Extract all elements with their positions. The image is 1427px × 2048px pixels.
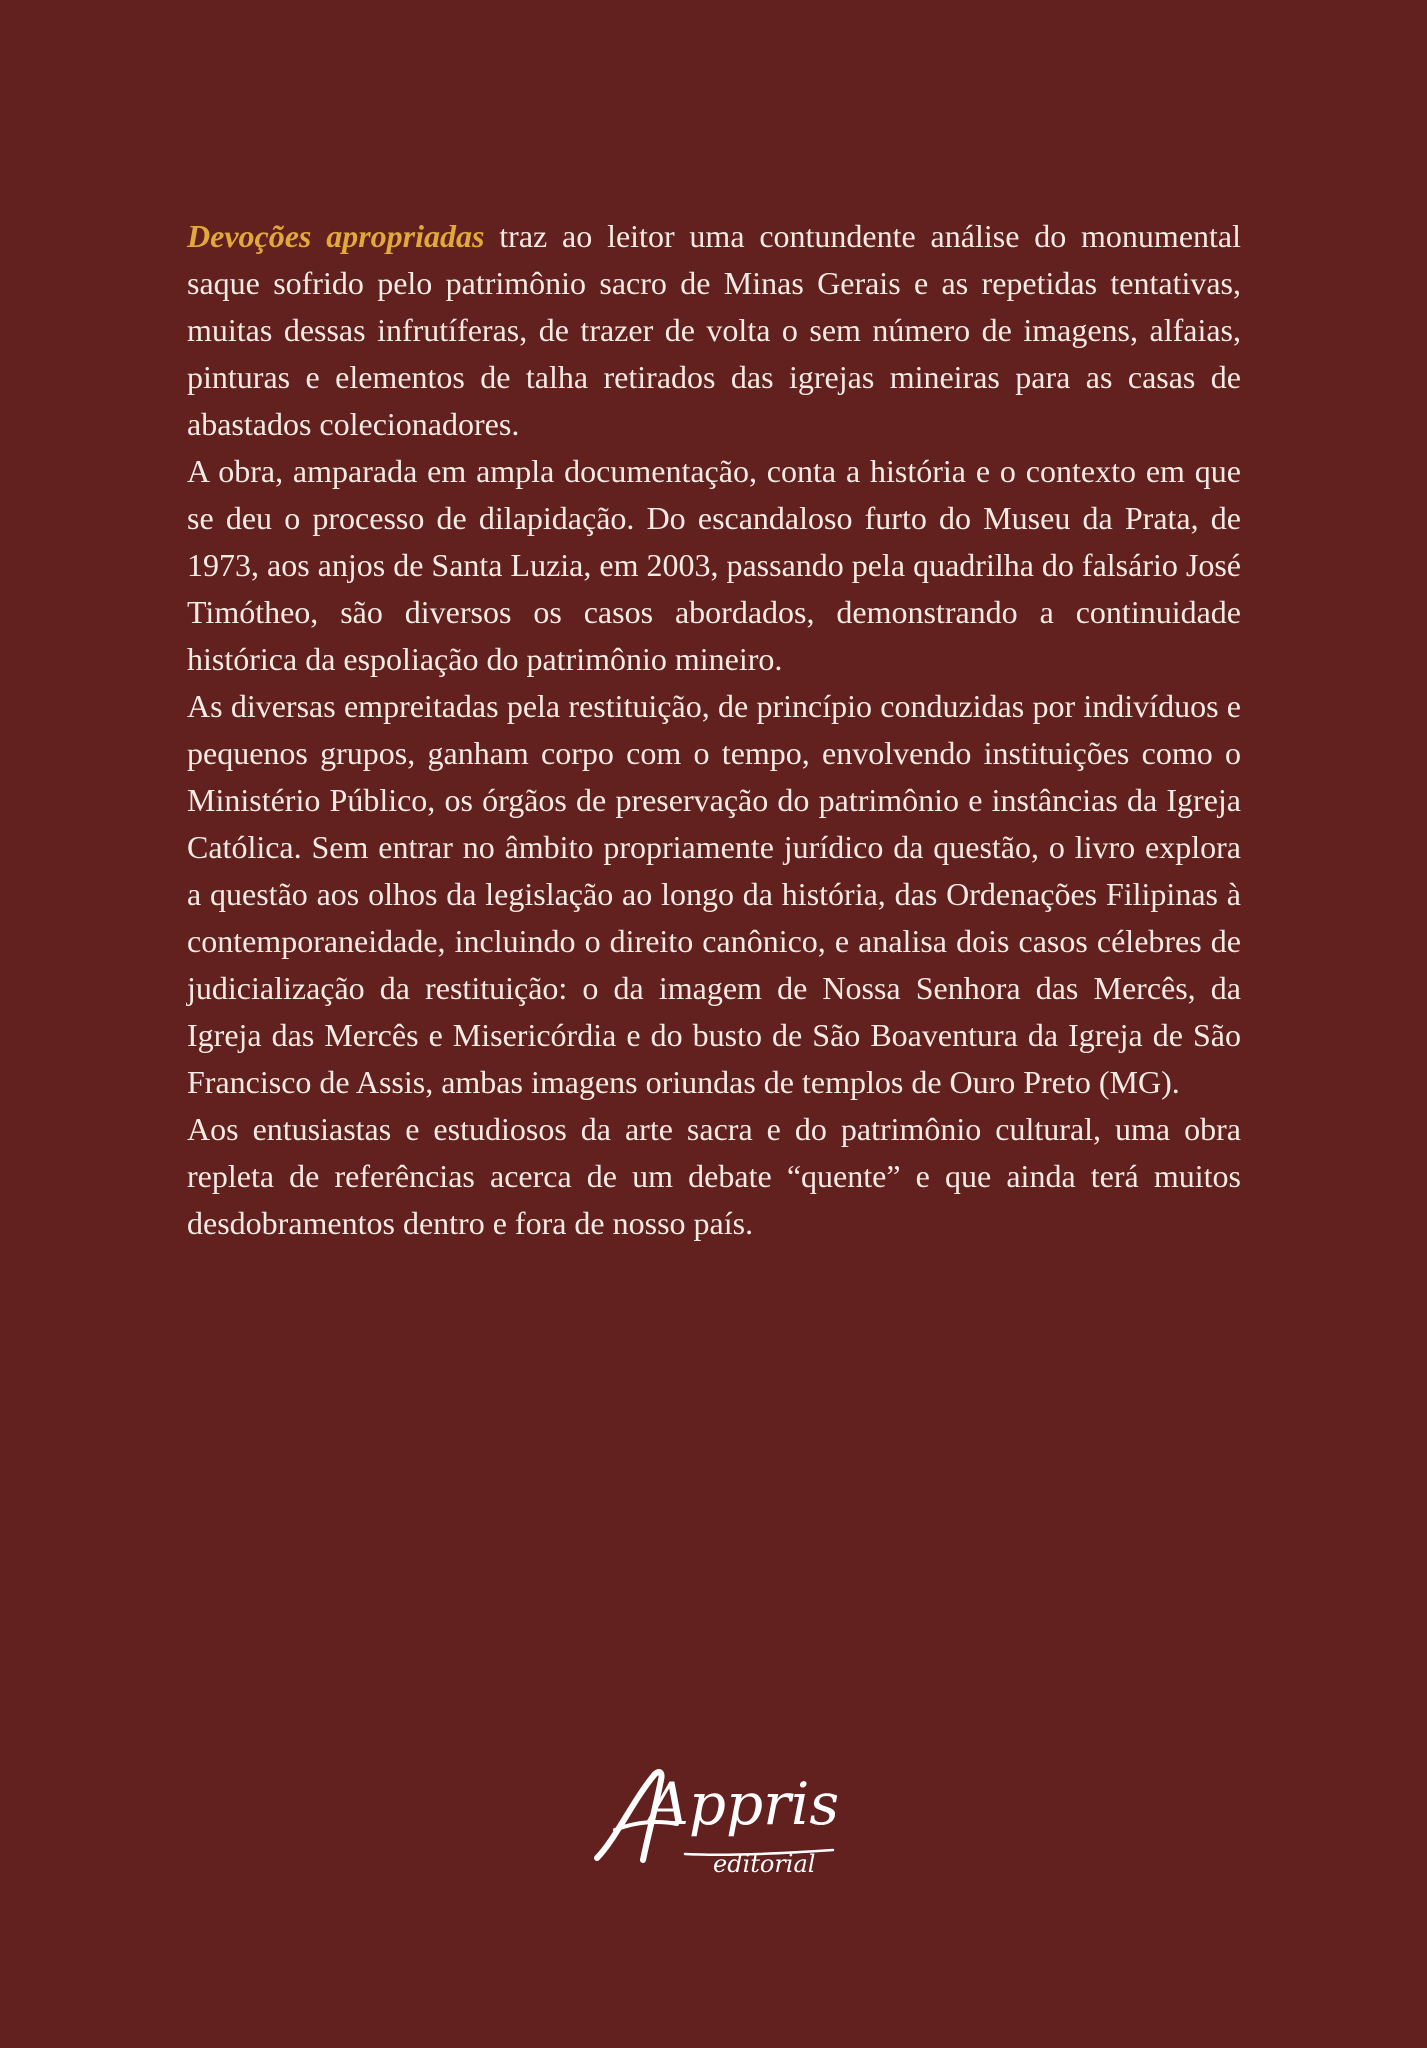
book-title: Devoções apropriadas	[187, 218, 485, 254]
logo-subtitle: editorial	[713, 1850, 816, 1878]
paragraph-1-text: traz ao leitor uma contundente análise do monumental saque sofrido pelo patrimônio sacro de Minas Gerais e as repetidas tentativas, muitas dessas infrutíferas, de trazer de volta o sem número de imagens, alfaias, pinturas e elementos de talha retirados das igrejas mineiras para as casas de abastados colecionadores.	[187, 218, 1242, 442]
paragraph-4: Aos entusiastas e estudiosos da arte sacra e do patrimônio cultural, uma obra repleta de referências acerca de um debate “quente” e que ainda terá muitos desdobramentos dentro e fora de nosso país.	[187, 1111, 1241, 1241]
synopsis-text	[187, 213, 1241, 1247]
appris-logo-mark	[585, 1760, 845, 1880]
paragraph-2: A obra, amparada em ampla documentação, conta a história e o contexto em que se deu o processo de dilapidação. Do escandaloso furto do Museu da Prata, de 1973, aos anjos de Santa Luzia, em 2003, passando pela quadrilha do falsário José Timótheo, são diversos os casos abordados, demonstrando a continuidade histórica da espoliação do patrimônio mineiro.	[187, 453, 1241, 677]
paragraph-3: As diversas empreitadas pela restituição, de princípio conduzidas por indivíduos e pequenos grupos, ganham corpo com o tempo, envolvendo instituições como o Ministério Público, os órgãos de preservação do patrimônio e instâncias da Igreja Católica. Sem entrar no âmbito propriamente jurídico da questão, o livro explora a questão aos olhos da legislação ao longo da história, das Ordenações Filipinas à contemporaneidade, incluindo o direito canônico, e analisa dois casos célebres de judicialização da restituição: o da imagem de Nossa Senhora das Mercês, da Igreja das Mercês e Misericórdia e do busto de São Boaventura da Igreja de São Francisco de Assis, ambas imagens oriundas de templos de Ouro Preto (MG).	[187, 688, 1241, 1100]
logo-wordmark: Appris	[647, 1770, 840, 1838]
paragraph-1	[187, 213, 1241, 448]
publisher-logo	[585, 1760, 845, 1880]
